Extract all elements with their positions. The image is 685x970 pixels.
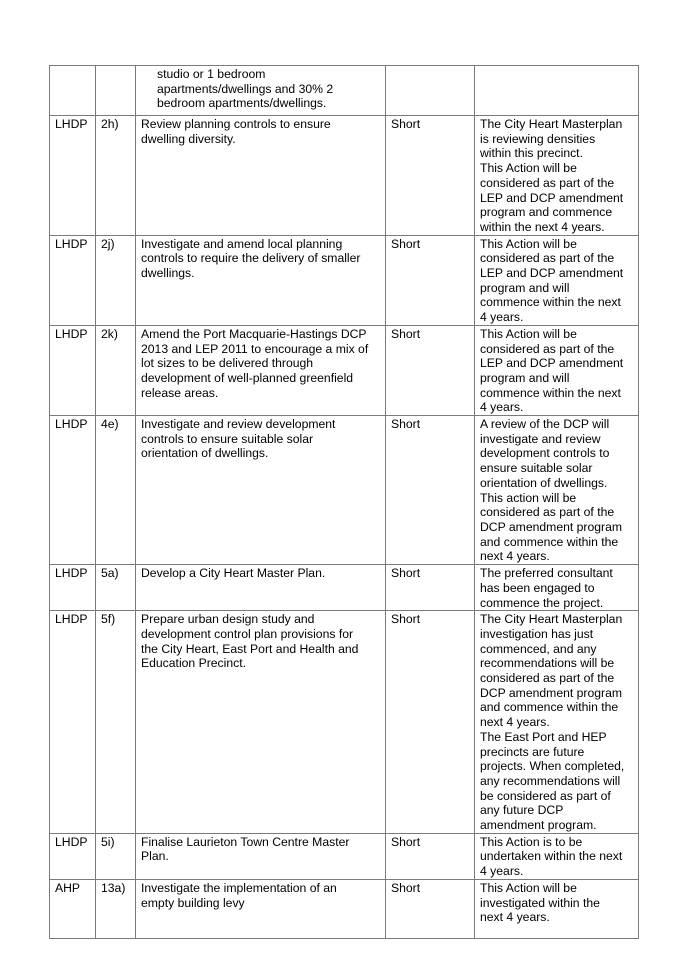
- program-cell: AHP: [50, 879, 96, 938]
- program-cell: LHDP: [50, 565, 96, 611]
- action-number-cell: 5f): [96, 611, 136, 834]
- timeframe-cell: Short: [386, 416, 475, 565]
- program-cell: LHDP: [50, 833, 96, 879]
- table-row: [50, 416, 639, 565]
- action-number-cell: 2j): [96, 235, 136, 325]
- timeframe-cell: [386, 66, 475, 116]
- action-number-cell: 5a): [96, 565, 136, 611]
- timeframe-cell: Short: [386, 833, 475, 879]
- action-number-cell: 2k): [96, 325, 136, 415]
- timeframe-cell: Short: [386, 565, 475, 611]
- timeframe-cell: Short: [386, 116, 475, 236]
- table-row: [50, 611, 639, 834]
- action-description-cell: Investigate the implementation of an empty building levy: [136, 879, 386, 938]
- action-description-cell: studio or 1 bedroom apartments/dwellings and 30% 2 bedroom apartments/dwellings.: [136, 66, 386, 116]
- action-description-cell: Review planning controls to ensure dwelling diversity.: [136, 116, 386, 236]
- action-number-cell: [96, 66, 136, 116]
- program-cell: LHDP: [50, 416, 96, 565]
- timeframe-cell: Short: [386, 235, 475, 325]
- table-row: [50, 66, 639, 116]
- program-cell: LHDP: [50, 325, 96, 415]
- comment-cell: [475, 66, 639, 116]
- action-description-cell: Investigate and amend local planning controls to require the delivery of smaller dwellings.: [136, 235, 386, 325]
- program-cell: LHDP: [50, 611, 96, 834]
- actions-table: [49, 65, 639, 939]
- comment-cell: The preferred consultant has been engaged to commence the project.: [475, 565, 639, 611]
- action-number-cell: 5i): [96, 833, 136, 879]
- timeframe-cell: Short: [386, 611, 475, 834]
- comment-cell: The City Heart Masterplan investigation has just commenced, and any recommendations will be considered as part of the DCP amendment program and commence within the next 4 years. The East Port and HEP precincts are future projects. When completed, any recommendations will be considered as part of any future DCP amendment program.: [475, 611, 639, 834]
- action-number-cell: 2h): [96, 116, 136, 236]
- timeframe-cell: Short: [386, 325, 475, 415]
- table-row: [50, 325, 639, 415]
- comment-cell: This Action will be considered as part of the LEP and DCP amendment program and will commence within the next 4 years.: [475, 235, 639, 325]
- action-number-cell: 4e): [96, 416, 136, 565]
- comment-cell: This Action is to be undertaken within the next 4 years.: [475, 833, 639, 879]
- program-cell: LHDP: [50, 235, 96, 325]
- comment-cell: A review of the DCP will investigate and review development controls to ensure suitable solar orientation of dwellings. This action will be considered as part of the DCP amendment program and commence within the next 4 years.: [475, 416, 639, 565]
- table-row: [50, 116, 639, 236]
- comment-cell: This Action will be investigated within the next 4 years.: [475, 879, 639, 938]
- table-row: [50, 833, 639, 879]
- comment-cell: The City Heart Masterplan is reviewing densities within this precinct. This Action will be considered as part of the LEP and DCP amendment program and commence within the next 4 years.: [475, 116, 639, 236]
- action-description-cell: Prepare urban design study and development control plan provisions for the City Heart, East Port and Health and Education Precinct.: [136, 611, 386, 834]
- comment-cell: This Action will be considered as part of the LEP and DCP amendment program and will commence within the next 4 years.: [475, 325, 639, 415]
- timeframe-cell: Short: [386, 879, 475, 938]
- table-row: [50, 235, 639, 325]
- table-row: [50, 879, 639, 938]
- program-cell: [50, 66, 96, 116]
- actions-table-body: [50, 66, 639, 939]
- action-number-cell: 13a): [96, 879, 136, 938]
- action-description-cell: Finalise Laurieton Town Centre Master Plan.: [136, 833, 386, 879]
- table-row: [50, 565, 639, 611]
- program-cell: LHDP: [50, 116, 96, 236]
- action-description-cell: Investigate and review development controls to ensure suitable solar orientation of dwellings.: [136, 416, 386, 565]
- action-description-cell: Amend the Port Macquarie-Hastings DCP 2013 and LEP 2011 to encourage a mix of lot sizes to be delivered through development of well-planned greenfield release areas.: [136, 325, 386, 415]
- action-description-cell: Develop a City Heart Master Plan.: [136, 565, 386, 611]
